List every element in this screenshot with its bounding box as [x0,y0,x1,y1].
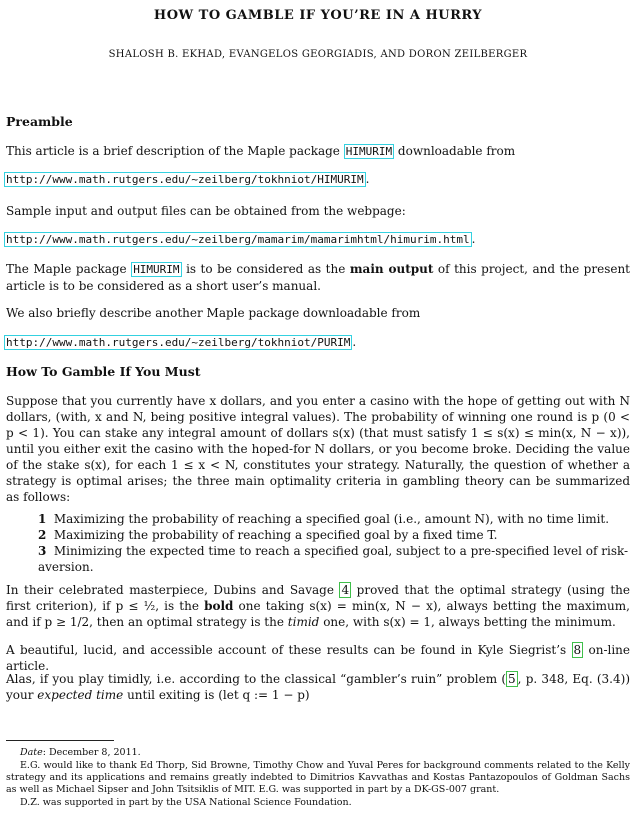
paper-authors: SHALOSH B. EKHAD, EVANGELOS GEORGIADIS, AND DORON ZEILBERGER [108,49,528,60]
footnote-date: Date: December 8, 2011. [20,747,141,758]
citation-5-link[interactable]: 5 [508,672,516,686]
purim-url-link[interactable]: http://www.math.rutgers.edu/~zeilberg/tokhniot/PURIM [6,336,351,349]
himurim-package-link-2[interactable]: HIMURIM [133,263,180,276]
preamble-heading: Preamble [6,114,73,129]
gamble-paragraph-3: A beautiful, lucid, and accessible account of these results can be found in Kyle Siegrist’s 8 on-line article. [6,643,630,673]
gamble-paragraph-4: Alas, if you play timidly, i.e. according to the classical “gambler’s ruin” problem ( 5 , p. 348, Eq. (3.4)) your expected time until exiting is (let q := 1 − p) [6,672,630,702]
url-line-3: http://www.math.rutgers.edu/~zeilberg/tokhniot/PURIM . [6,335,357,349]
preamble-paragraph-4: We also briefly describe another Maple package downloadable from [6,306,421,320]
url-line-1: http://www.math.rutgers.edu/~zeilberg/tokhniot/HIMURIM . [6,172,370,186]
himurim-url-link[interactable]: http://www.math.rutgers.edu/~zeilberg/tokhniot/HIMURIM [6,173,364,186]
preamble-paragraph-2: Sample input and output files can be obtained from the webpage: [6,204,406,218]
list-item: 1 Maximizing the probability of reaching a specified goal (i.e., amount N), with no time limit. [38,512,610,526]
url-line-2: http://www.math.rutgers.edu/~zeilberg/mamarim/mamarimhtml/himurim.html . [6,232,476,246]
list-item: 3 Minimizing the expected time to reach a specified goal, subject to a pre-specified level of risk-aversion. [38,544,629,574]
paper-title: HOW TO GAMBLE IF YOU’RE IN A HURRY [153,8,483,23]
list-item: 2 Maximizing the probability of reaching a specified goal by a fixed time T. [38,528,498,542]
preamble-paragraph-3: The Maple package HIMURIM is to be considered as the main output of this project, and the present article is to be considered as a short user’s manual. [6,262,631,293]
section-heading-gamble: How To Gamble If You Must [6,364,201,379]
gamble-paragraph-1: Suppose that you currently have x dollars, and you enter a casino with the hope of getting out with N dollars, (with, x and N, being positive integral values). The probability of winning one round is p (0 < p < 1). You can stake any integral amount of dollars s(x) (that must satisfy 1 ≤ s(x) ≤ min(x, N − x)), until you either exit the casino with the hoped-for N dollars, or you become broke. Deciding the value of the stake s(x), for each 1 ≤ x < N, constitutes your strategy. Naturally, the question of whether a strategy is optimal arises; the three main optimality criteria in gambling theory can be summarized as follows: [6,394,630,504]
himurim-webpage-link[interactable]: http://www.math.rutgers.edu/~zeilberg/mamarim/mamarimhtml/himurim.html [6,233,470,246]
footnote-divider [6,740,114,741]
citation-8-link[interactable]: 8 [573,643,582,657]
footnote-nsf: D.Z. was supported in part by the USA National Science Foundation. [20,797,352,808]
preamble-paragraph-1: This article is a brief description of the Maple package HIMURIM downloadable from [6,144,516,158]
optimality-criteria-list [38,511,630,575]
himurim-package-link[interactable]: HIMURIM [345,145,393,158]
gamble-paragraph-2: In their celebrated masterpiece, Dubins and Savage 4 proved that the optimal strategy (using the first criterion), if p ≤ ½, is the bold one taking s(x) = min(x, N − x), always betting the maximum, and if p ≥ 1/2, then an optimal strategy is the timid one, with s(x) = 1, always betting the minimum. [6,583,630,629]
citation-4-link[interactable]: 4 [341,583,350,597]
footnote-thanks: E.G. would like to thank Ed Thorp, Sid Browne, Timothy Chow and Yuval Peres for background comments related to the Kelly strategy and its applications and remains greatly indebted to Dimitrios Kavvathas and Kostas Pantazopoulos of Goldman Sachs as well as Michael Sipser and John Tsitsiklis of MIT. E.G. was supported in part by a DK-GS-007 grant. [6,760,630,795]
